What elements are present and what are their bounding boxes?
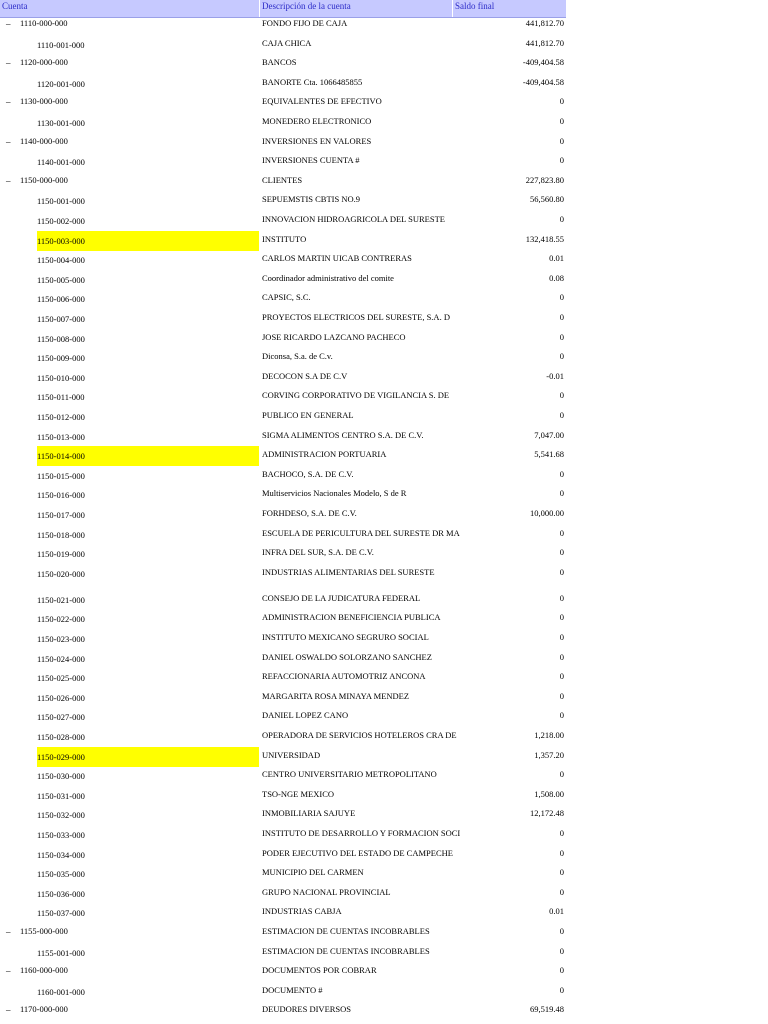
account-balance: -409,404.58 xyxy=(522,76,564,87)
account-balance: 0 xyxy=(559,410,564,420)
account-code: 1155-001-000 xyxy=(37,947,85,958)
account-code: 1150-025-000 xyxy=(37,673,85,684)
table-row[interactable] xyxy=(0,786,568,806)
account-code: 1150-017-000 xyxy=(37,510,85,520)
table-row[interactable] xyxy=(0,1001,568,1021)
account-code: 1150-034-000 xyxy=(37,849,85,860)
table-row[interactable] xyxy=(0,446,568,466)
account-description: Multiservicios Nacionales Modelo, S de R xyxy=(262,488,407,499)
column-divider[interactable] xyxy=(259,0,260,17)
account-description: CONSEJO DE LA JUDICATURA FEDERAL xyxy=(262,592,421,603)
account-balance: 0 xyxy=(559,390,564,401)
table-row[interactable] xyxy=(0,805,568,825)
table-row[interactable] xyxy=(0,766,568,786)
account-balance: 0 xyxy=(559,690,564,701)
table-row[interactable] xyxy=(0,54,568,74)
table-row[interactable] xyxy=(0,211,568,231)
account-description: ESTIMACION DE CUENTAS INCOBRABLES xyxy=(262,945,430,956)
account-code: 1160-001-000 xyxy=(37,986,85,997)
table-row[interactable] xyxy=(0,329,568,349)
account-description: INDUSTRIAS ALIMENTARIAS DEL SURESTE xyxy=(262,566,435,577)
account-description: OPERADORA DE SERVICIOS HOTELEROS CRA DE xyxy=(262,730,457,740)
table-row[interactable] xyxy=(0,15,568,35)
account-description: ADMINISTRACION BENEFICIENCIA PUBLICA xyxy=(262,612,441,623)
account-description: INFRA DEL SUR, S.A. DE C.V. xyxy=(262,547,374,558)
account-code: 1130-000-000 xyxy=(20,96,68,107)
account-description: INSTITUTO xyxy=(262,233,307,244)
account-description: INDUSTRIAS CABJA xyxy=(262,906,342,917)
table-row[interactable] xyxy=(0,387,568,407)
account-description: INVERSIONES EN VALORES xyxy=(262,135,372,146)
account-code: 1150-020-000 xyxy=(37,568,85,579)
table-row[interactable] xyxy=(0,982,568,1002)
minus-icon[interactable]: – xyxy=(6,136,11,147)
account-balance: 441,812.70 xyxy=(525,37,564,48)
table-row[interactable] xyxy=(0,427,568,447)
account-balance: 0 xyxy=(559,331,564,342)
table-row[interactable] xyxy=(0,884,568,904)
table-row[interactable] xyxy=(0,544,568,564)
table-row[interactable] xyxy=(0,864,568,884)
account-balance: 0 xyxy=(559,926,564,936)
account-description: MARGARITA ROSA MINAYA MENDEZ xyxy=(262,690,410,701)
account-balance: 0 xyxy=(559,214,564,224)
account-code: 1150-024-000 xyxy=(37,653,85,664)
account-balance: 0 xyxy=(559,984,564,995)
column-header-balance[interactable]: Saldo final xyxy=(455,1,495,11)
account-balance: 0 xyxy=(559,312,564,322)
account-balance: 132,418.55 xyxy=(525,233,564,244)
account-balance: 0 xyxy=(559,351,564,362)
account-description: CAJA CHICA xyxy=(262,37,312,48)
account-description: Diconsa, S.a. de C.v. xyxy=(262,351,333,362)
table-row[interactable] xyxy=(0,172,568,192)
account-balance: 0 xyxy=(559,945,564,956)
account-code: 1150-011-000 xyxy=(37,392,85,403)
account-description: INMOBILIARIA SAJUYE xyxy=(262,808,356,819)
table-row[interactable] xyxy=(0,35,568,55)
account-code: 1150-015-000 xyxy=(37,470,85,481)
account-code: 1150-005-000 xyxy=(37,274,85,285)
account-code: 1150-009-000 xyxy=(37,353,85,364)
account-description: DOCUMENTOS POR COBRAR xyxy=(262,965,377,976)
account-code: 1150-030-000 xyxy=(37,771,85,782)
account-description: FORHDESO, S.A. DE C.V. xyxy=(262,508,357,518)
column-header-account[interactable]: Cuenta xyxy=(2,1,28,11)
account-code: 1120-001-000 xyxy=(37,78,85,89)
account-description: SIGMA ALIMENTOS CENTRO S.A. DE C.V. xyxy=(262,429,424,440)
account-balance: 0 xyxy=(559,116,564,126)
account-description: DOCUMENTO # xyxy=(262,984,323,995)
account-balance: 1,357.20 xyxy=(534,749,564,760)
account-balance: 69,519.48 xyxy=(530,1004,564,1015)
account-description: MONEDERO ELECTRONICO xyxy=(262,116,372,126)
account-description: PUBLICO EN GENERAL xyxy=(262,410,354,420)
account-balance: 0.08 xyxy=(549,272,564,283)
account-balance: 0 xyxy=(559,547,564,558)
account-description: ESTIMACION DE CUENTAS INCOBRABLES xyxy=(262,926,430,936)
minus-icon[interactable]: – xyxy=(6,175,11,186)
table-row[interactable] xyxy=(0,231,568,251)
account-code: 1150-010-000 xyxy=(37,372,85,383)
account-balance: 1,508.00 xyxy=(534,788,564,799)
account-code: 1150-002-000 xyxy=(37,216,85,226)
minus-icon[interactable]: – xyxy=(6,58,11,69)
account-code: 1150-033-000 xyxy=(37,830,85,840)
table-row[interactable] xyxy=(0,152,568,172)
account-description: PODER EJECUTIVO DEL ESTADO DE CAMPECHE xyxy=(262,847,453,858)
account-code: 1150-018-000 xyxy=(37,529,85,540)
account-balance: 1,218.00 xyxy=(534,730,564,740)
account-description: EQUIVALENTES DE EFECTIVO xyxy=(262,96,382,107)
account-code: 1150-000-000 xyxy=(20,174,68,185)
account-balance: 12,172.48 xyxy=(530,808,564,819)
account-code: 1150-001-000 xyxy=(37,196,85,207)
table-row[interactable] xyxy=(0,903,568,923)
account-balance: 0 xyxy=(559,965,564,976)
table-row[interactable] xyxy=(0,93,568,113)
account-balance: -409,404.58 xyxy=(522,57,564,68)
account-balance: 5,541.68 xyxy=(534,449,564,460)
account-code: 1130-001-000 xyxy=(37,118,85,128)
table-row[interactable] xyxy=(0,845,568,865)
account-balance: 0.01 xyxy=(549,906,564,917)
account-balance: 0 xyxy=(559,292,564,303)
account-balance: 0 xyxy=(559,828,564,838)
table-row[interactable] xyxy=(0,629,568,649)
table-row[interactable] xyxy=(0,407,568,427)
table-row[interactable] xyxy=(0,747,568,767)
minus-icon[interactable]: – xyxy=(6,97,11,108)
account-code: 1140-000-000 xyxy=(20,135,68,146)
account-balance: 0 xyxy=(559,651,564,662)
account-balance: 10,000.00 xyxy=(530,508,564,518)
account-description: UNIVERSIDAD xyxy=(262,749,321,760)
account-code: 1150-014-000 xyxy=(37,446,259,466)
account-description: CARLOS MARTIN UICAB CONTRERAS xyxy=(262,253,412,264)
account-balance: 0 xyxy=(559,155,564,166)
account-description: BANORTE Cta. 1066485855 xyxy=(262,76,363,87)
account-balance: 0 xyxy=(559,488,564,499)
table-row[interactable] xyxy=(0,270,568,290)
account-code: 1150-003-000 xyxy=(37,231,259,251)
account-balance: 0 xyxy=(559,671,564,682)
account-code: 1150-028-000 xyxy=(37,732,85,742)
account-code: 1150-037-000 xyxy=(37,908,85,919)
table-row[interactable] xyxy=(0,962,568,982)
account-balance: 441,812.70 xyxy=(525,18,564,28)
account-description: DANIEL OSWALDO SOLORZANO SANCHEZ xyxy=(262,651,432,662)
account-balance: 0 xyxy=(559,847,564,858)
account-description: CENTRO UNIVERSITARIO METROPOLITANO xyxy=(262,769,437,780)
account-description: JOSE RICARDO LAZCANO PACHECO xyxy=(262,331,406,342)
table-row[interactable] xyxy=(0,668,568,688)
account-code: 1120-000-000 xyxy=(20,57,68,68)
table-row[interactable] xyxy=(0,707,568,727)
account-description: BACHOCO, S.A. DE C.V. xyxy=(262,468,354,479)
minus-icon[interactable]: – xyxy=(6,966,11,977)
account-description: ADMINISTRACION PORTUARIA xyxy=(262,449,387,460)
account-description: INSTITUTO DE DESARROLLO Y FORMACION SOCI xyxy=(262,828,461,838)
account-code: 1110-000-000 xyxy=(20,18,68,28)
account-description: REFACCIONARIA AUTOMOTRIZ ANCONA xyxy=(262,671,426,682)
minus-icon[interactable]: – xyxy=(6,19,11,29)
account-code: 1150-021-000 xyxy=(37,594,85,605)
table-row[interactable] xyxy=(0,727,568,747)
account-description: INNOVACION HIDROAGRICOLA DEL SURESTE xyxy=(262,214,445,224)
table-row[interactable] xyxy=(0,564,568,584)
account-balance: 0 xyxy=(559,566,564,577)
table-header xyxy=(0,0,566,18)
account-description: SEPUEMSTIS CBTIS NO.9 xyxy=(262,194,361,205)
table-row[interactable] xyxy=(0,191,568,211)
account-balance: 0 xyxy=(559,468,564,479)
account-description: CAPSIC, S.C. xyxy=(262,292,311,303)
table-row[interactable] xyxy=(0,590,568,610)
account-code: 1150-032-000 xyxy=(37,810,85,821)
account-balance: 56,560.80 xyxy=(530,194,564,205)
account-code: 1150-026-000 xyxy=(37,692,85,703)
table-row[interactable] xyxy=(0,688,568,708)
account-code: 1150-022-000 xyxy=(37,614,85,625)
account-description: GRUPO NACIONAL PROVINCIAL xyxy=(262,886,391,897)
account-description: DEUDORES DIVERSOS xyxy=(262,1004,352,1015)
account-description: ESCUELA DE PERICULTURA DEL SURESTE DR MA xyxy=(262,527,460,538)
account-balance: 0 xyxy=(559,612,564,623)
account-balance: -0.01 xyxy=(546,370,564,381)
table-row[interactable] xyxy=(0,289,568,309)
account-balance: 0 xyxy=(559,710,564,721)
account-code: 1140-001-000 xyxy=(37,157,85,168)
account-description: TSO-NGE MEXICO xyxy=(262,788,335,799)
account-balance: 0.01 xyxy=(549,253,564,264)
account-balance: 0 xyxy=(559,592,564,603)
account-description: DANIEL LOPEZ CANO xyxy=(262,710,349,721)
account-code: 1150-008-000 xyxy=(37,333,85,344)
account-code: 1150-035-000 xyxy=(37,869,85,880)
table-row[interactable] xyxy=(0,923,568,943)
account-code: 1150-013-000 xyxy=(37,431,85,442)
account-code: 1155-000-000 xyxy=(20,926,68,936)
account-code: 1150-027-000 xyxy=(37,712,85,723)
table-row[interactable] xyxy=(0,825,568,845)
table-row[interactable] xyxy=(0,113,568,133)
account-description: DECOCON S.A DE C.V xyxy=(262,370,348,381)
account-code: 1170-000-000 xyxy=(20,1004,68,1015)
table-row[interactable] xyxy=(0,133,568,153)
account-code: 1150-016-000 xyxy=(37,490,85,501)
account-balance: 0 xyxy=(559,527,564,538)
account-description: PROYECTOS ELECTRICOS DEL SURESTE, S.A. D xyxy=(262,312,450,322)
account-description: CORVING CORPORATIVO DE VIGILANCIA S. DE xyxy=(262,390,450,401)
account-code: 1150-004-000 xyxy=(37,255,85,266)
table-row[interactable] xyxy=(0,250,568,270)
account-balance: 7,047.00 xyxy=(534,429,564,440)
account-code: 1150-019-000 xyxy=(37,549,85,560)
column-divider[interactable] xyxy=(452,0,453,17)
account-description: BANCOS xyxy=(262,57,297,68)
account-description: INVERSIONES CUENTA # xyxy=(262,155,360,166)
table-row[interactable] xyxy=(0,348,568,368)
table-row[interactable] xyxy=(0,609,568,629)
account-balance: 0 xyxy=(559,769,564,780)
account-balance: 0 xyxy=(559,135,564,146)
account-code: 1150-012-000 xyxy=(37,412,85,422)
account-description: Coordinador administrativo del comite xyxy=(262,272,394,283)
minus-icon[interactable]: – xyxy=(6,1005,11,1016)
account-code: 1150-007-000 xyxy=(37,314,85,324)
table-row[interactable] xyxy=(0,309,568,329)
account-code: 1110-001-000 xyxy=(37,39,85,50)
account-code: 1160-000-000 xyxy=(20,965,68,976)
account-balance: 0 xyxy=(559,867,564,878)
column-header-description[interactable]: Descripción de la cuenta xyxy=(262,1,351,11)
account-code: 1150-029-000 xyxy=(37,747,259,767)
account-balance: 0 xyxy=(559,632,564,642)
table-row[interactable] xyxy=(0,943,568,963)
table-row[interactable] xyxy=(0,74,568,94)
table-row[interactable] xyxy=(0,368,568,388)
account-description: MUNICIPIO DEL CARMEN xyxy=(262,867,364,878)
table-row[interactable] xyxy=(0,649,568,669)
table-row[interactable] xyxy=(0,485,568,505)
table-row[interactable] xyxy=(0,466,568,486)
account-description: INSTITUTO MEXICANO SEGRURO SOCIAL xyxy=(262,632,429,642)
account-balance: 0 xyxy=(559,886,564,897)
account-code: 1150-031-000 xyxy=(37,790,85,801)
table-row[interactable] xyxy=(0,505,568,525)
account-code: 1150-023-000 xyxy=(37,634,85,644)
account-balance: 0 xyxy=(559,96,564,107)
account-code: 1150-036-000 xyxy=(37,888,85,899)
table-row[interactable] xyxy=(0,525,568,545)
account-description: FONDO FIJO DE CAJA xyxy=(262,18,348,28)
account-code: 1150-006-000 xyxy=(37,294,85,305)
account-description: CLIENTES xyxy=(262,174,303,185)
account-balance: 227,823.80 xyxy=(525,174,564,185)
minus-icon[interactable]: – xyxy=(6,927,11,937)
